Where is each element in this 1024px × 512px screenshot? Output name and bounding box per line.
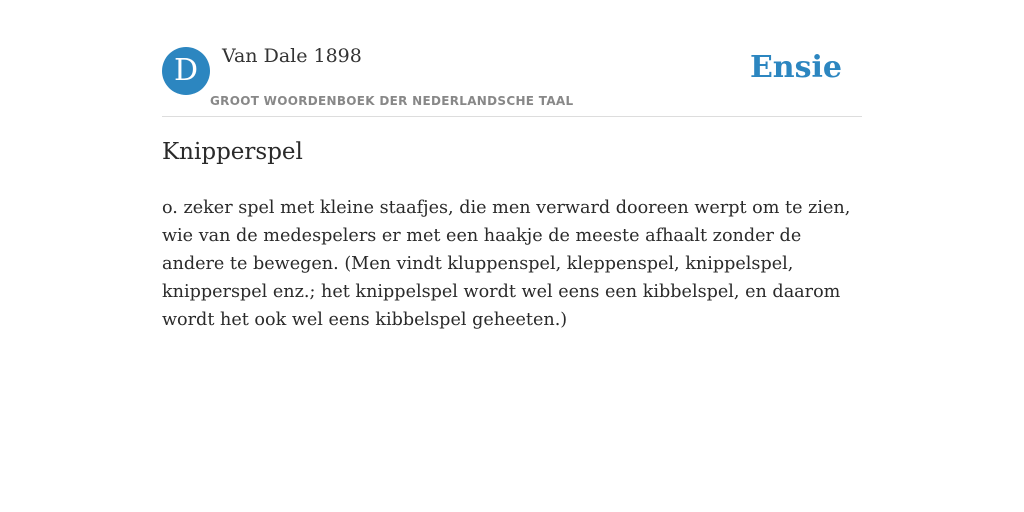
entry-definition: o. zeker spel met kleine staafjes, die men verward dooreen werpt om te zien, wie van de medespelers er met een haakje de meeste afhaalt zonder de andere te bewegen. (Men vindt kluppenspel, kleppenspel, knippelspel, knipperspel enz.; het knippelspel wordt wel eens een kibbelspel, en daarom wordt het ook wel eens kibbelspel geheeten.)	[162, 198, 851, 330]
entry-headword: Knipperspel	[162, 139, 303, 165]
source-logo: D	[162, 47, 210, 95]
source-title[interactable]: Van Dale 1898	[222, 45, 362, 67]
brand-logo-link[interactable]: Ensie	[749, 50, 842, 85]
header	[162, 0, 862, 117]
source-subtitle: GROOT WOORDENBOEK DER NEDERLANDSCHE TAAL	[210, 94, 574, 108]
